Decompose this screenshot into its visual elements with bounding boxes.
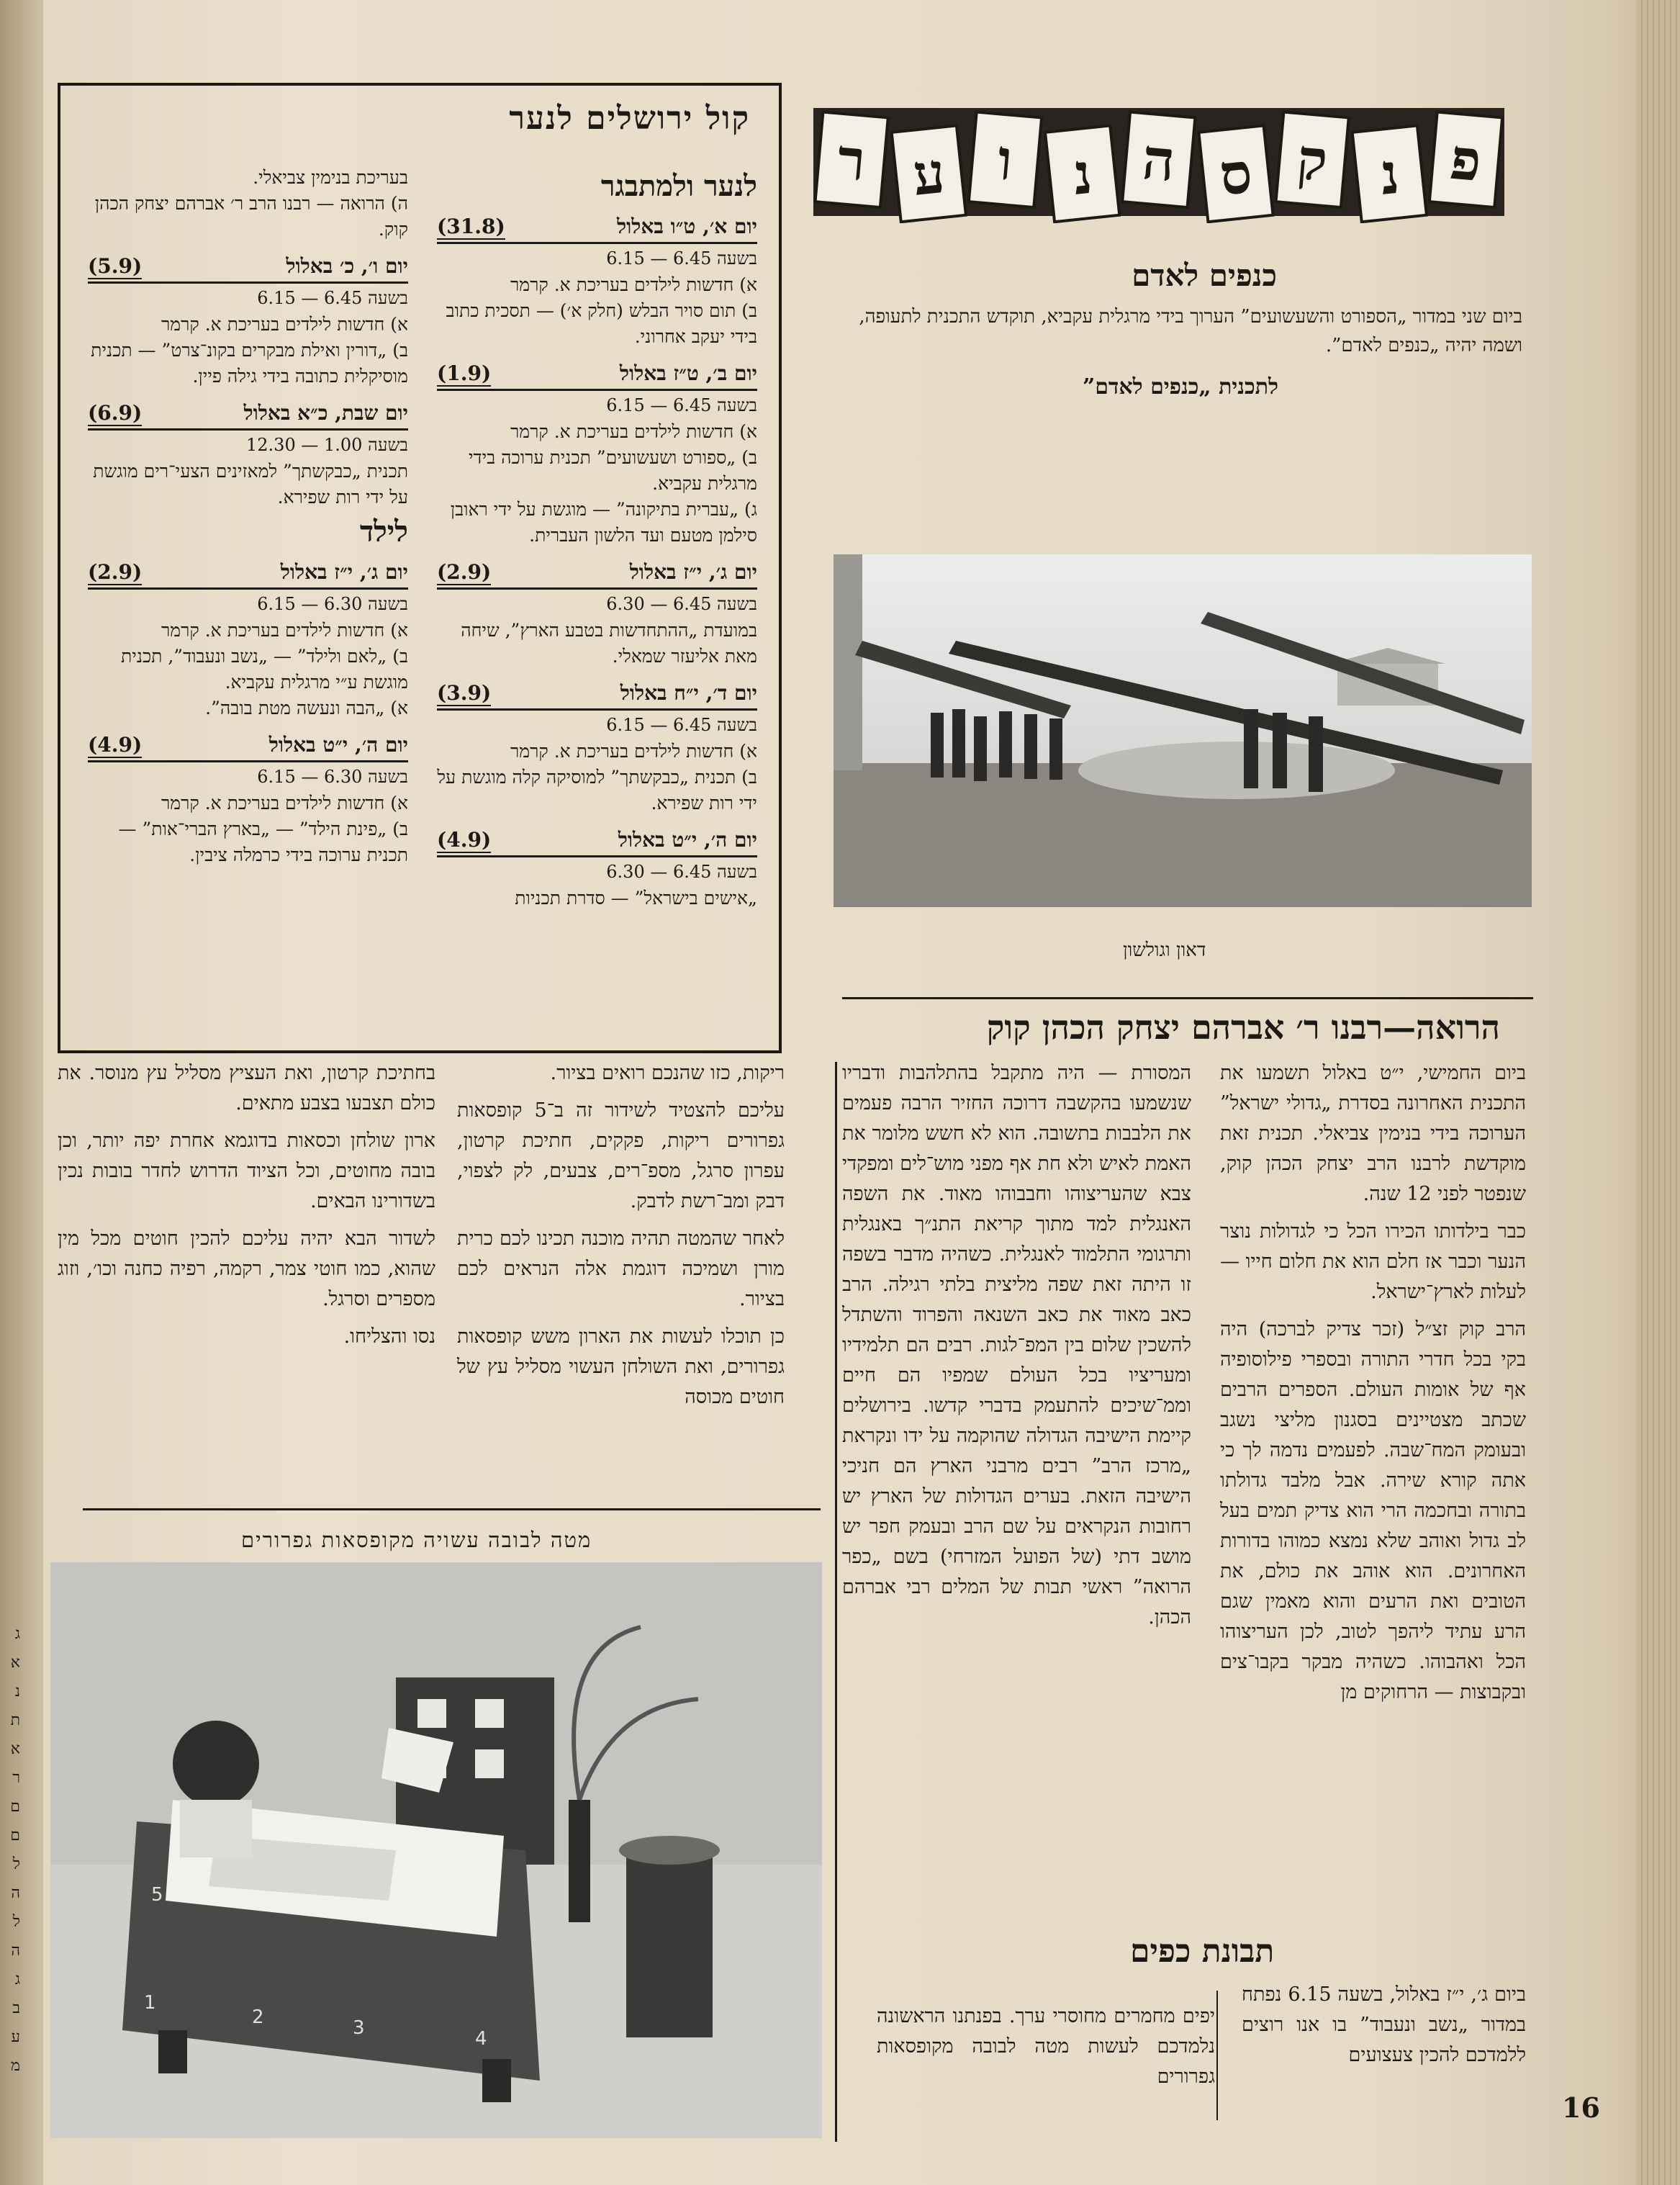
svg-text:5: 5 bbox=[151, 1884, 163, 1906]
radio-day-date: (3.9) bbox=[437, 681, 492, 705]
radio-day-heading bbox=[437, 215, 757, 244]
radio-item: „אישים בישראל” — סדרת תכניות bbox=[515, 888, 757, 909]
left-page-fragment bbox=[1, 1620, 20, 2081]
craft-mid-column-1 bbox=[457, 1058, 785, 1420]
radio-time: בשעה 6.45 — 6.30 bbox=[606, 594, 757, 614]
child-heading: לילד bbox=[359, 515, 408, 549]
radio-item: ב) תום סויר הבלש (חלק א׳) — תסכית כתוב בידי יעקב אחרוני. bbox=[446, 300, 757, 347]
logo-letter-block bbox=[1276, 112, 1349, 207]
radio-item: א) חדשות לילדים בעריכת א. קרמר bbox=[161, 620, 408, 641]
logo-letter: ס bbox=[1216, 140, 1255, 209]
craft-column-divider bbox=[1216, 1991, 1218, 2120]
paragraph: נסו והצליחו. bbox=[343, 1325, 435, 1348]
craft-col2-text: יפים מחמרים מחוסרי ערך. בפנתנו הראשונה נלמדכם לעשות מטה לבובה מקופסאות גפרורים bbox=[877, 2005, 1215, 2088]
radio-day-name: יום ה׳, י״ט באלול bbox=[618, 828, 757, 852]
svg-text:2: 2 bbox=[252, 2006, 264, 2028]
radio-day-date: (2.9) bbox=[437, 560, 492, 584]
section-subhead: כנפים לאדם bbox=[1132, 258, 1277, 293]
fragment-letter: ע bbox=[11, 2028, 20, 2046]
radio-day-name: יום ד׳, י״ח באלול bbox=[620, 681, 757, 705]
fragment-letter: א bbox=[10, 1654, 20, 1672]
radio-day-name: יום א׳, ט״ו באלול bbox=[617, 215, 757, 238]
kook-title-a: הרואה bbox=[1416, 1008, 1500, 1047]
radio-item: ב) „לאם ולילד” — „נשב ונעבוד”, תכנית מוגשת ע״י מרגלית עקביא. bbox=[121, 646, 408, 693]
radio-item: תכנית „כבקשתך” למאזינים הצעי־רים מוגשת על ידי רות שפירא. bbox=[93, 461, 408, 508]
intro-text: ביום שני במדור „הספורט והשעשועים” הערוך בידי מרגלית עקביא, תוקדש התכנית לתעופה, ושמה יהיה „כנפים לאדם”. bbox=[859, 306, 1522, 356]
radio-item: א) חדשות לילדים בעריכת א. קרמר bbox=[510, 741, 757, 762]
intro-subtitle: לתכנית „כנפים לאדם” bbox=[1082, 374, 1279, 400]
paragraph: כבר בילדותו הכירו הכל כי לגדולות נוצר הנער וכבר אז חלם הוא את חלום חייו — לעלות לארץ־ישראל. bbox=[1220, 1220, 1526, 1303]
radio-item: א) חדשות לילדים בעריכת א. קרמר bbox=[161, 314, 408, 335]
paragraph: ביום החמישי, י״ט באלול תשמעו את התכנית האחרונה בסדרת „גדולי ישראל” הערוכה בידי בנימין צביאלי. תכנית זאת מוקדשת לרבנו הרב יצחק הכהן קוק, שנפטר לפני 12 שנה. bbox=[1220, 1062, 1526, 1205]
glider-photo bbox=[834, 554, 1532, 907]
radio-item: ב) „דורין ואילת מבקרים בקונ־צרט” — תכנית מוסיקלית כתובה בידי גילה פיין. bbox=[91, 340, 408, 387]
radio-item: במועדת „ההתחדשות בטבע הארץ”, שיחה מאת אליעזר שמאלי. bbox=[461, 620, 757, 667]
radio-item: ב) „פינת הילד” — „בארץ הברי־אות” — תכנית ערוכה בידי כרמלה ציבין. bbox=[118, 819, 408, 865]
radio-time: בשעה 6.45 — 6.15 bbox=[606, 715, 757, 735]
logo-letter: ה bbox=[1139, 126, 1178, 195]
radio-day-date: (6.9) bbox=[88, 401, 143, 425]
radio-day-name: יום ג׳, י״ז באלול bbox=[280, 560, 408, 584]
radio-col-youth bbox=[437, 165, 757, 911]
radio-title: קול ירושלים לנער bbox=[509, 100, 750, 137]
fragment-letter: ג bbox=[14, 1970, 20, 1988]
craft-mid-column-2 bbox=[58, 1058, 435, 1359]
radio-day-date: (4.9) bbox=[437, 828, 492, 852]
radio-day-date: (1.9) bbox=[437, 361, 492, 385]
logo-letter-block bbox=[969, 112, 1042, 207]
radio-day-heading bbox=[88, 401, 408, 431]
radio-time: בשעה 6.30 — 6.15 bbox=[257, 767, 408, 787]
radio-item: א) „הבה ונעשה מטת בובה”. bbox=[205, 698, 408, 718]
kook-column-1 bbox=[1220, 1058, 1526, 1715]
fragment-letter: נ bbox=[14, 1682, 20, 1700]
radio-day-name: יום ו׳, כ׳ באלול bbox=[286, 254, 408, 278]
radio-day-date: (2.9) bbox=[88, 560, 143, 584]
radio-day-heading bbox=[88, 733, 408, 762]
fragment-letter: ר bbox=[12, 1769, 20, 1787]
fragment-letter: ה bbox=[11, 1884, 20, 1902]
radio-item: ג) „עברית בתיקונה” — מוגשת על ידי ראובן סילמן מטעם ועד הלשון העברית. bbox=[450, 499, 757, 546]
radio-time: בשעה 1.00 — 12.30 bbox=[246, 435, 408, 455]
radio-col-2 bbox=[88, 165, 408, 868]
svg-text:4: 4 bbox=[475, 2028, 487, 2050]
logo-letter-block bbox=[1198, 125, 1273, 222]
logo-letter-block bbox=[892, 125, 966, 222]
section-logo bbox=[813, 101, 1504, 223]
radio-day-heading bbox=[437, 681, 757, 711]
fragment-letter: ל bbox=[12, 1855, 20, 1873]
radio-time: בשעה 6.45 — 6.15 bbox=[606, 395, 757, 415]
craft-col1-text: ביום ג׳, י״ז באלול, בשעה 6.15 נפתח במדור „נשב ונעבוד” בו אנו רוצים ללמדכם להכין צעצועים bbox=[1242, 1983, 1526, 2066]
paragraph: המסורת — היה מתקבל בהתלהבות ודבריו שנשמעו בהקשבה דרוכה החזיר הרבה פעמים את הלבבות בתשובה. הוא לא חשש מלומר את האמת לאיש ולא חת אף מפני מוש־לים ומפקדי צבא שהעריצוהו וחבבוהו מאוד. את השפה האנגלית למד מתוך קריאת התנ״ך באנגלית ותרגומי התלמוד לאנגלית. כשהיה מדבר בשפה זו היתה זאת שפה מליצית בלתי רגילה. הרב כאב מאוד את כאב השנאה והפרוד והשתדל להשכין שלום בין המפ־לגות. רבים הם תלמידיו ומעריציו בכל העולם שמפיו הם חיים וממ־שיכים להתעמק בדברי קדשו. בירושלים קיימת הישיבה הגדולה שהוקמה על ידו ונקראת „מרכז הרב” רבים מרבני הארץ הם חניכי הישיבה הזאת. בערים הגדולות של הארץ יש רחובות הנקראים על שם הרב ובעמק חפר יש מושב דתי (של הפועל המזרחי) בשם „כפר הרואה” ראשי תבות של המלים רבי אברהם הכהן. bbox=[842, 1062, 1191, 1628]
svg-text:1: 1 bbox=[144, 1992, 156, 2014]
radio-day-date: (31.8) bbox=[437, 215, 505, 238]
youth-continuation bbox=[88, 165, 408, 243]
fragment-letter: ב bbox=[12, 1999, 20, 2017]
logo-letter: נ bbox=[1070, 140, 1096, 208]
logo-letter-block bbox=[1430, 112, 1502, 207]
youth-heading: לנער ולמתבגר bbox=[600, 169, 757, 203]
paragraph: הרב קוק זצ״ל (זכר צדיק לברכה) היה בקי בכל חדרי התורה ובספרי פילוסופיה אף של אומות העולם. הספרים הרבים שכתב מצטיינים בסגנון מליצי נשגב ובעומק המח־שבה. לפעמים נדמה לך כי אתה קורא שירה. אבל מלבד גדולתו בתורה ובחכמה הרי הוא צדיק תמים בעל לב גדול ואוהב שלא נמצא כמוהו בדורות האחרונים. הוא אוהב את כולם, את הטובים ואת הרעים והוא מאמין שגם הרע עתיד ליהפך לטוב, לכן העריצוהו הכל ואהבוהו. כשהיה מבקר בקבו־צים ובקבוצות — הרחוקים מן bbox=[1220, 1318, 1526, 1703]
doll-bed-photo bbox=[50, 1562, 822, 2138]
logo-letter-block bbox=[816, 112, 888, 207]
doll-bed-caption: מטה לבובה עשויה מקופסאות גפרורים bbox=[241, 1528, 592, 1552]
paragraph: עליכם להצטיד לשידור זה ב־5 קופסאות גפרורים ריקות, פקקים, חתיכת קרטון, עפרון סרגל, מספ־רים, צבעים, לק לצפוי, דבק ומב־רשת לדבק. bbox=[457, 1099, 785, 1212]
column-divider bbox=[835, 1062, 837, 2142]
fragment-letter: ת bbox=[10, 1711, 20, 1729]
radio-day-heading bbox=[88, 254, 408, 284]
paragraph: לאחר שהמטה תהיה מוכנה תכינו לכם כרית מורן ושמיכה דוגמת אלה הנראים לכם בציור. bbox=[457, 1227, 785, 1310]
kook-article-title: הרואה—רבנו ר׳ אברהם יצחק הכהן קוק bbox=[986, 1008, 1500, 1047]
child-list bbox=[88, 560, 408, 868]
radio-item: א) חדשות לילדים בעריכת א. קרמר bbox=[510, 421, 757, 442]
radio-time: בשעה 6.45 — 6.30 bbox=[606, 862, 757, 882]
radio-item: א) חדשות לילדים בעריכת א. קרמר bbox=[510, 274, 757, 295]
divider-photo bbox=[83, 1508, 821, 1510]
paragraph: ריקות, כזו שהנכם רואים בציור. bbox=[550, 1062, 785, 1084]
paragraph: ארון שולחן וכסאות בדוגמא אחרת יפה יותר, וכן בובה מחוטים, וכל הציוד הדרוש לחדר בובות נכין בשדורינו הבאים. bbox=[58, 1130, 435, 1212]
fragment-letter: ם bbox=[10, 1826, 20, 1844]
radio-item: ב) תכנית „כבקשתך” למוסיקה קלה מוגשת על ידי רות שפירא. bbox=[437, 767, 757, 814]
fragment-letter: ם bbox=[10, 1798, 20, 1816]
kook-title-b: רבנו ר׳ אברהם יצחק הכהן קוק bbox=[986, 1008, 1383, 1047]
svg-text:3: 3 bbox=[353, 2017, 365, 2039]
radio-day-name: יום ב׳, ט״ז באלול bbox=[619, 361, 757, 385]
fragment-letter: א bbox=[10, 1740, 20, 1758]
logo-letter: ק bbox=[1294, 126, 1330, 194]
radio-day-heading bbox=[437, 361, 757, 391]
radio-day-date: (4.9) bbox=[88, 733, 143, 757]
col2-list bbox=[88, 254, 408, 510]
logo-letter: נ bbox=[1377, 140, 1402, 208]
radio-schedule-box bbox=[58, 83, 782, 1053]
radio-time: בשעה 6.45 — 6.15 bbox=[606, 248, 757, 269]
kook-column-2 bbox=[842, 1058, 1191, 1640]
glider-photo-caption: דאון וגולשון bbox=[1123, 940, 1206, 961]
radio-day-heading bbox=[437, 560, 757, 590]
radio-time: בשעה 6.30 — 6.15 bbox=[257, 594, 408, 614]
fragment-letter: מ bbox=[10, 2057, 20, 2075]
logo-letter-block bbox=[1122, 112, 1195, 207]
page-edges bbox=[1637, 0, 1680, 2185]
fragment-letter: ג bbox=[14, 1625, 20, 1643]
page-number: 16 bbox=[1562, 2091, 1600, 2124]
craft-column-2 bbox=[877, 2001, 1215, 2099]
radio-item: בעריכת בנימין צביאלי. bbox=[253, 167, 408, 188]
fragment-letter: ל bbox=[12, 1913, 20, 1931]
logo-letter-block bbox=[1352, 125, 1427, 222]
logo-letter: ע bbox=[909, 140, 949, 209]
radio-day-name: יום ה׳, י״ט באלול bbox=[268, 733, 408, 757]
youth-list bbox=[437, 215, 757, 911]
radio-item: א) חדשות לילדים בעריכת א. קרמר bbox=[161, 793, 408, 814]
radio-time: בשעה 6.45 — 6.15 bbox=[257, 288, 408, 308]
radio-day-name: יום שבת, כ״א באלול bbox=[243, 401, 408, 425]
paragraph: לשדור הבא יהיה עליכם להכין חוטים מכל מין שהוא, כמו חוטי צמר, רקמה, רפיה כחנה וכו׳, וזוג מספרים וסרגל. bbox=[58, 1227, 435, 1310]
craft-title: תבונת כפים bbox=[1130, 1933, 1275, 1970]
logo-letter: ר bbox=[835, 126, 869, 194]
radio-day-heading bbox=[437, 828, 757, 857]
logo-letter: ו bbox=[995, 127, 1016, 194]
radio-day-name: יום ג׳, י״ז באלול bbox=[629, 560, 757, 584]
radio-item: ב) „ספורט ושעשועים” תכנית ערוכה בידי מרגלית עקביא. bbox=[468, 447, 757, 494]
fragment-letter: ה bbox=[11, 1942, 20, 1960]
paragraph: כן תוכלו לעשות את הארון משש קופסאות גפרורים, ואת השולחן העשוי מסליל עץ של חוטים מכוסה bbox=[457, 1325, 785, 1408]
logo-letter: פ bbox=[1448, 126, 1484, 194]
paragraph: בחתיכת קרטון, ואת העציץ מסליל עץ מנוסר. את כולם תצבעו בצבע מתאים. bbox=[58, 1062, 435, 1114]
logo-letter-block bbox=[1045, 125, 1119, 222]
radio-day-date: (5.9) bbox=[88, 254, 143, 278]
divider-kook bbox=[842, 997, 1533, 999]
radio-day-heading bbox=[88, 560, 408, 590]
craft-column-1 bbox=[1242, 1980, 1526, 2078]
radio-item: ה) הרואה — רבנו הרב ר׳ אברהם יצחק הכהן קוק. bbox=[94, 193, 408, 240]
